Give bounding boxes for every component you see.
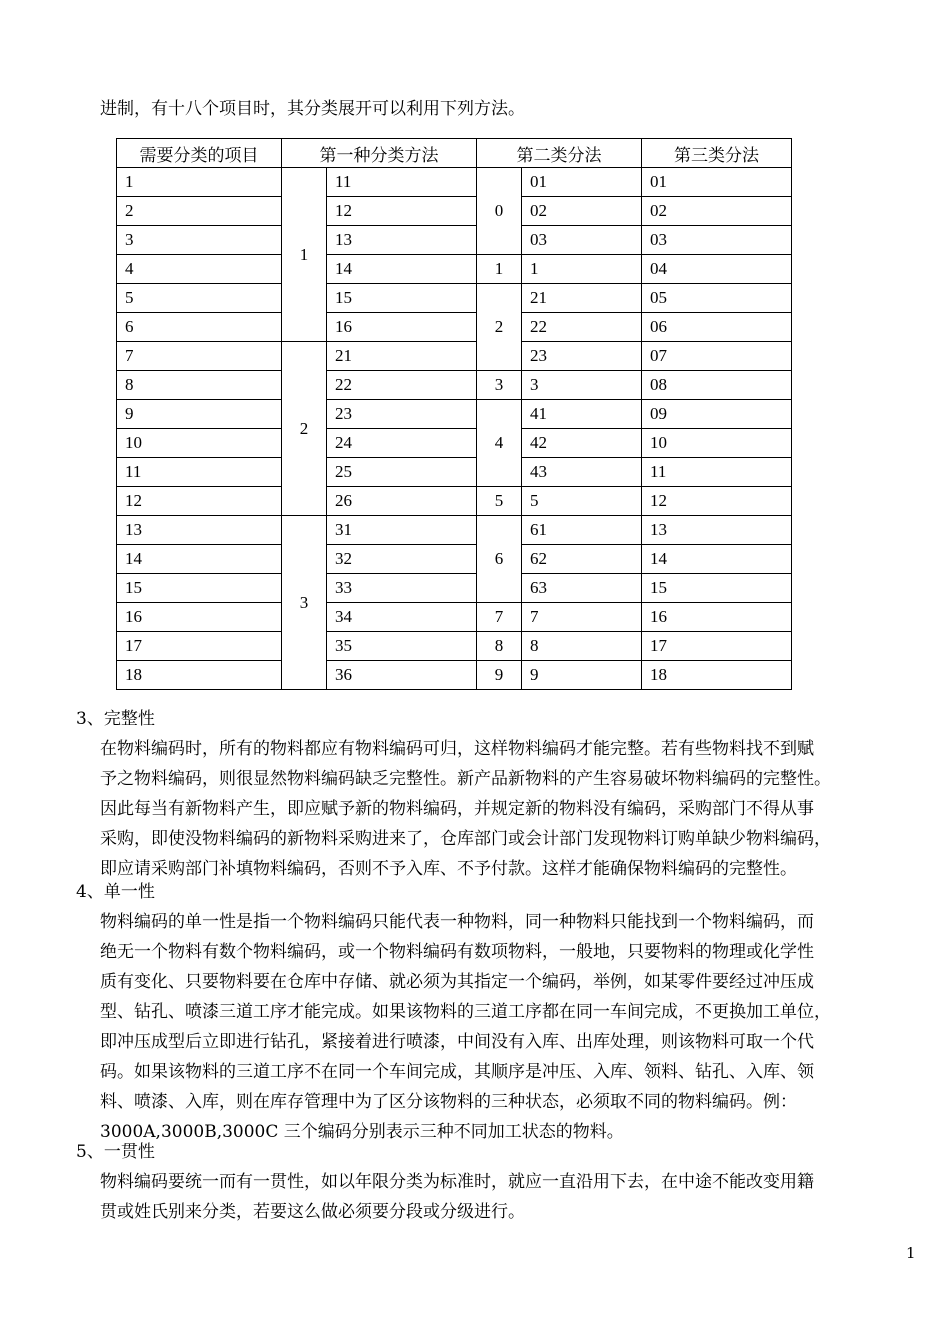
second-code-cell: 62	[522, 545, 642, 574]
second-code-cell: 5	[522, 487, 642, 516]
section-body-completeness	[100, 734, 916, 884]
third-code-cell: 17	[642, 632, 792, 661]
second-group-cell: 2	[477, 284, 522, 371]
paragraph-line: 即冲压成型后立即进行钻孔，紧接着进行喷漆，中间没有入库、出库处理，则该物料可取一个代	[100, 1032, 814, 1052]
paragraph-line: 因此每当有新物料产生，即应赋予新的物料编码，并规定新的物料没有编码，采购部门不得从事	[100, 799, 814, 819]
third-code-cell: 15	[642, 574, 792, 603]
second-code-cell: 7	[522, 603, 642, 632]
table-row	[117, 197, 792, 226]
first-code-cell: 16	[327, 313, 477, 342]
second-code-cell: 42	[522, 429, 642, 458]
table-row	[117, 545, 792, 574]
second-code-cell: 9	[522, 661, 642, 690]
second-group-cell: 5	[477, 487, 522, 516]
paragraph-line: 物料编码要统一而有一贯性，如以年限分类为标准时，就应一直沿用下去，在中途不能改变用籍	[100, 1172, 814, 1192]
first-code-cell: 14	[327, 255, 477, 284]
section-heading-uniqueness: 4、单一性	[76, 882, 155, 902]
first-code-cell: 22	[327, 371, 477, 400]
paragraph-line: 物料编码的单一性是指一个物料编码只能代表一种物料，同一种物料只能找到一个物料编码，而	[100, 912, 814, 932]
second-code-cell: 3	[522, 371, 642, 400]
second-code-cell: 8	[522, 632, 642, 661]
first-code-cell: 35	[327, 632, 477, 661]
paragraph-line: 料、喷漆、入库，则在库存管理中为了区分该物料的三种状态，必须取不同的物料编码。例：	[100, 1092, 797, 1112]
paragraph-line: 贯或姓氏别来分类，若要这么做必须要分段或分级进行。	[100, 1202, 525, 1222]
item-cell: 7	[117, 342, 282, 371]
item-cell: 17	[117, 632, 282, 661]
third-code-cell: 13	[642, 516, 792, 545]
item-cell: 13	[117, 516, 282, 545]
table-row	[117, 574, 792, 603]
second-group-cell: 6	[477, 516, 522, 603]
second-group-cell: 1	[477, 255, 522, 284]
first-code-cell: 12	[327, 197, 477, 226]
header-second-method: 第二类分法	[477, 139, 642, 168]
item-cell: 5	[117, 284, 282, 313]
item-cell: 18	[117, 661, 282, 690]
second-code-cell: 61	[522, 516, 642, 545]
item-cell: 1	[117, 168, 282, 197]
table-row	[117, 313, 792, 342]
first-group-cell: 2	[282, 342, 327, 516]
second-group-cell: 0	[477, 168, 522, 255]
first-group-cell: 3	[282, 516, 327, 690]
third-code-cell: 05	[642, 284, 792, 313]
paragraph-line: 型、钻孔、喷漆三道工序才能完成。如果该物料的三道工序都在同一车间完成，不更换加工单位，	[100, 1002, 831, 1022]
second-code-cell: 63	[522, 574, 642, 603]
second-code-cell: 22	[522, 313, 642, 342]
item-cell: 14	[117, 545, 282, 574]
third-code-cell: 03	[642, 226, 792, 255]
paragraph-line: 予之物料编码，则很显然物料编码缺乏完整性。新产品新物料的产生容易破坏物料编码的完整性。	[100, 769, 831, 789]
second-group-cell: 8	[477, 632, 522, 661]
table-row	[117, 458, 792, 487]
header-items: 需要分类的项目	[117, 139, 282, 168]
item-cell: 15	[117, 574, 282, 603]
first-code-cell: 33	[327, 574, 477, 603]
third-code-cell: 09	[642, 400, 792, 429]
table-row	[117, 226, 792, 255]
paragraph-line: 绝无一个物料有数个物料编码，或一个物料编码有数项物料，一般地，只要物料的物理或化学性	[100, 942, 814, 962]
second-code-cell: 21	[522, 284, 642, 313]
third-code-cell: 08	[642, 371, 792, 400]
second-group-cell: 7	[477, 603, 522, 632]
paragraph-line: 质有变化、只要物料要在仓库中存储、就必须为其指定一个编码，举例，如某零件要经过冲压成	[100, 972, 814, 992]
intro-text: 进制，有十八个项目时，其分类展开可以利用下列方法。	[100, 99, 525, 119]
first-code-cell: 26	[327, 487, 477, 516]
header-third-method: 第三类分法	[642, 139, 792, 168]
third-code-cell: 01	[642, 168, 792, 197]
item-cell: 10	[117, 429, 282, 458]
table-row	[117, 429, 792, 458]
table-row	[117, 168, 792, 197]
item-cell: 2	[117, 197, 282, 226]
item-cell: 8	[117, 371, 282, 400]
section-heading-consistency: 5、一贯性	[76, 1142, 155, 1162]
item-cell: 9	[117, 400, 282, 429]
second-group-cell: 4	[477, 400, 522, 487]
first-code-cell: 25	[327, 458, 477, 487]
first-code-cell: 21	[327, 342, 477, 371]
second-group-cell: 3	[477, 371, 522, 400]
table-row	[117, 284, 792, 313]
section-body-uniqueness	[100, 907, 916, 1147]
second-code-cell: 03	[522, 226, 642, 255]
item-cell: 6	[117, 313, 282, 342]
first-code-cell: 31	[327, 516, 477, 545]
table-row	[117, 661, 792, 690]
third-code-cell: 14	[642, 545, 792, 574]
table-header-row	[117, 139, 792, 168]
first-code-cell: 23	[327, 400, 477, 429]
third-code-cell: 02	[642, 197, 792, 226]
table-body	[117, 168, 792, 690]
table-row	[117, 400, 792, 429]
classification-table	[116, 138, 792, 690]
first-code-cell: 13	[327, 226, 477, 255]
second-code-cell: 1	[522, 255, 642, 284]
paragraph-line: 采购，即使没物料编码的新物料采购进来了，仓库部门或会计部门发现物料订购单缺少物料编码，	[100, 829, 831, 849]
third-code-cell: 06	[642, 313, 792, 342]
table-row	[117, 342, 792, 371]
paragraph-line: 码。如果该物料的三道工序不在同一个车间完成，其顺序是冲压、入库、领料、钻孔、入库、领	[100, 1062, 814, 1082]
item-cell: 3	[117, 226, 282, 255]
first-code-cell: 24	[327, 429, 477, 458]
first-code-cell: 34	[327, 603, 477, 632]
third-code-cell: 18	[642, 661, 792, 690]
second-group-cell: 9	[477, 661, 522, 690]
first-code-cell: 15	[327, 284, 477, 313]
item-cell: 11	[117, 458, 282, 487]
paragraph-line: 在物料编码时，所有的物料都应有物料编码可归，这样物料编码才能完整。若有些物料找不到赋	[100, 739, 814, 759]
second-code-cell: 02	[522, 197, 642, 226]
section-heading-completeness: 3、完整性	[76, 709, 155, 729]
section-body-consistency	[100, 1167, 916, 1227]
table-row	[117, 632, 792, 661]
page-number: 1	[906, 1244, 916, 1262]
table-row	[117, 516, 792, 545]
third-code-cell: 12	[642, 487, 792, 516]
second-code-cell: 41	[522, 400, 642, 429]
item-cell: 4	[117, 255, 282, 284]
item-cell: 12	[117, 487, 282, 516]
third-code-cell: 16	[642, 603, 792, 632]
header-first-method: 第一种分类方法	[282, 139, 477, 168]
first-code-cell: 11	[327, 168, 477, 197]
third-code-cell: 07	[642, 342, 792, 371]
table-row	[117, 371, 792, 400]
first-group-cell: 1	[282, 168, 327, 342]
first-code-cell: 36	[327, 661, 477, 690]
third-code-cell: 11	[642, 458, 792, 487]
table-row	[117, 255, 792, 284]
first-code-cell: 32	[327, 545, 477, 574]
table-row	[117, 603, 792, 632]
second-code-cell: 43	[522, 458, 642, 487]
third-code-cell: 04	[642, 255, 792, 284]
second-code-cell: 01	[522, 168, 642, 197]
paragraph-line: 即应请采购部门补填物料编码，否则不予入库、不予付款。这样才能确保物料编码的完整性。	[100, 859, 797, 879]
item-cell: 16	[117, 603, 282, 632]
paragraph-line: 3000A,3000B,3000C 三个编码分别表示三种不同加工状态的物料。	[100, 1122, 624, 1142]
table-row	[117, 487, 792, 516]
third-code-cell: 10	[642, 429, 792, 458]
second-code-cell: 23	[522, 342, 642, 371]
